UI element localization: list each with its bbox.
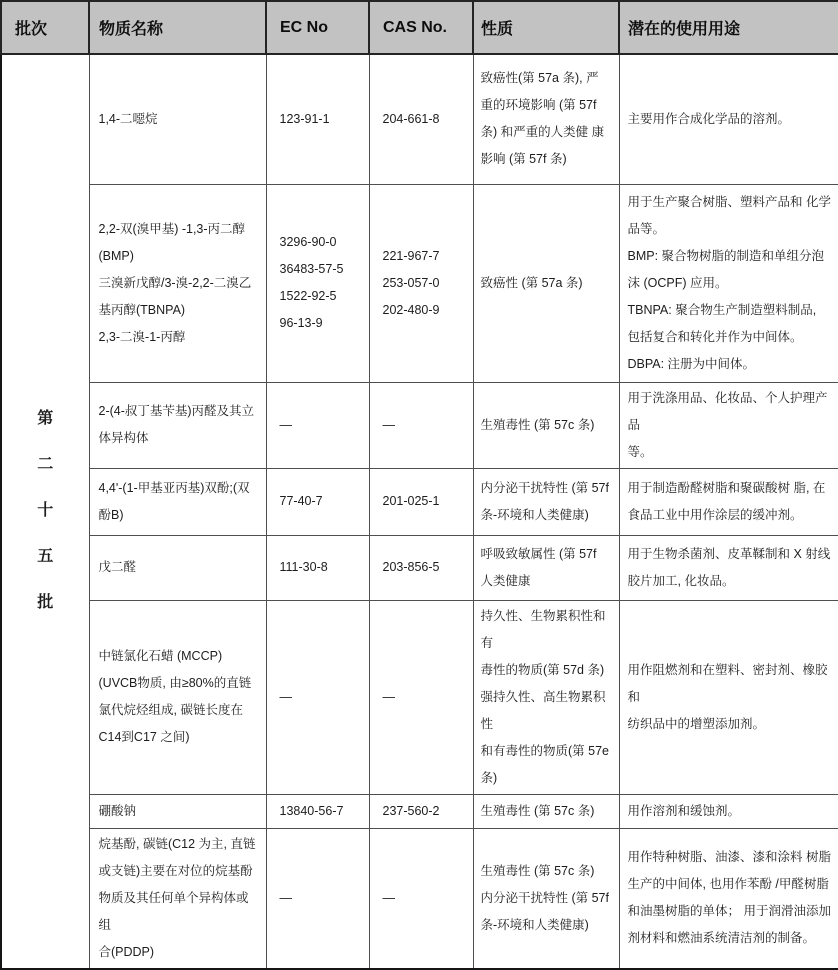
cell-uses: 用作溶剂和缓蚀剂。 [619,794,838,828]
cell-properties: 致癌性(第 57a 条), 严 重的环境影响 (第 57f 条) 和严重的人类健 康 影响 (第 57f 条) [473,54,619,184]
cell-ec-no: 3296-90-0 36483-57-5 1522-92-5 96-13-9 [266,184,369,382]
cell-properties: 内分泌干扰特性 (第 57f 条-环境和人类健康) [473,468,619,535]
cell-substance-name: 4,4'-(1-甲基亚丙基)双酚;(双 酚B) [89,468,266,535]
cell-substance-name: 中链氯化石蜡 (MCCP) (UVCB物质, 由≥80%的直链 氯代烷烃组成, 碳链长度在 C14到C17 之间) [89,600,266,794]
cell-substance-name: 戊二醛 [89,535,266,600]
batch-label-cell: 第 二 十 五 批 [1,54,89,969]
substance-row [1,794,838,828]
cell-ec-no: 13840-56-7 [266,794,369,828]
cell-ec-no: — [266,382,369,468]
cell-properties: 呼吸致敏属性 (第 57f 人类健康 [473,535,619,600]
column-header-uses: 潜在的使用用途 [619,1,838,54]
cell-substance-name: 烷基酚, 碳链(C12 为主, 直链 或支链)主要在对位的烷基酚 物质及其任何单个异构体或组 合(PDDP) [89,828,266,969]
cell-ec-no: 77-40-7 [266,468,369,535]
cell-cas-no: — [369,382,473,468]
cell-cas-no: 237-560-2 [369,794,473,828]
cell-cas-no: 201-025-1 [369,468,473,535]
cell-uses: 用作特种树脂、油漆、漆和涂料 树脂 生产的中间体, 也用作苯酚 /甲醛树脂 和油墨树脂的单体； 用于润滑油添加 剂材料和燃油系统清洁剂的制备。 [619,828,838,969]
cell-ec-no: — [266,600,369,794]
cell-properties: 生殖毒性 (第 57c 条) 内分泌干扰特性 (第 57f 条-环境和人类健康) [473,828,619,969]
cell-properties: 持久性、生物累积性和有 毒性的物质(第 57d 条) 强持久性、高生物累积性 和有毒性的物质(第 57e 条) [473,600,619,794]
substance-row [1,54,838,184]
cell-uses: 主要用作合成化学品的溶剂。 [619,54,838,184]
column-header-ec-no: EC No [266,1,369,54]
column-header-substance: 物质名称 [89,1,266,54]
substance-row [1,600,838,794]
cell-uses: 用于生产聚合树脂、塑料产品和 化学 品等。 BMP: 聚合物树脂的制造和单组分泡 沫 (OCPF) 应用。 TBNPA: 聚合物生产制造塑料制品, 包括复合和转化并作为中间体。 DBPA: 注册为中间体。 [619,184,838,382]
cell-ec-no: — [266,828,369,969]
cell-properties: 致癌性 (第 57a 条) [473,184,619,382]
substance-row [1,828,838,969]
cell-uses: 用于生物杀菌剂、皮革鞣制和 X 射线 胶片加工, 化妆品。 [619,535,838,600]
cell-cas-no: — [369,828,473,969]
cell-cas-no: 204-661-8 [369,54,473,184]
cell-cas-no: 203-856-5 [369,535,473,600]
substance-row [1,382,838,468]
column-header-properties: 性质 [473,1,619,54]
cell-cas-no: — [369,600,473,794]
cell-uses: 用于洗涤用品、化妆品、个人护理产品 等。 [619,382,838,468]
table-header-row [1,1,838,54]
cell-substance-name: 2,2-双(溴甲基) -1,3-丙二醇 (BMP) 三溴新戊醇/3-溴-2,2-二溴乙 基丙醇(TBNPA) 2,3-二溴-1-丙醇 [89,184,266,382]
substance-row [1,535,838,600]
cell-properties: 生殖毒性 (第 57c 条) [473,382,619,468]
substance-row [1,468,838,535]
cell-substance-name: 2-(4-叔丁基苄基)丙醛及其立 体异构体 [89,382,266,468]
cell-ec-no: 123-91-1 [266,54,369,184]
cell-cas-no: 221-967-7 253-057-0 202-480-9 [369,184,473,382]
column-header-cas-no: CAS No. [369,1,473,54]
cell-substance-name: 1,4-二噁烷 [89,54,266,184]
cell-uses: 用作阻燃剂和在塑料、密封剂、橡胶和 纺织品中的增塑添加剂。 [619,600,838,794]
substance-row [1,184,838,382]
cell-substance-name: 硼酸钠 [89,794,266,828]
cell-uses: 用于制造酚醛树脂和聚碳酸树 脂, 在 食品工业中用作涂层的缓冲剂。 [619,468,838,535]
column-header-batch: 批次 [1,1,89,54]
cell-properties: 生殖毒性 (第 57c 条) [473,794,619,828]
cell-ec-no: 111-30-8 [266,535,369,600]
